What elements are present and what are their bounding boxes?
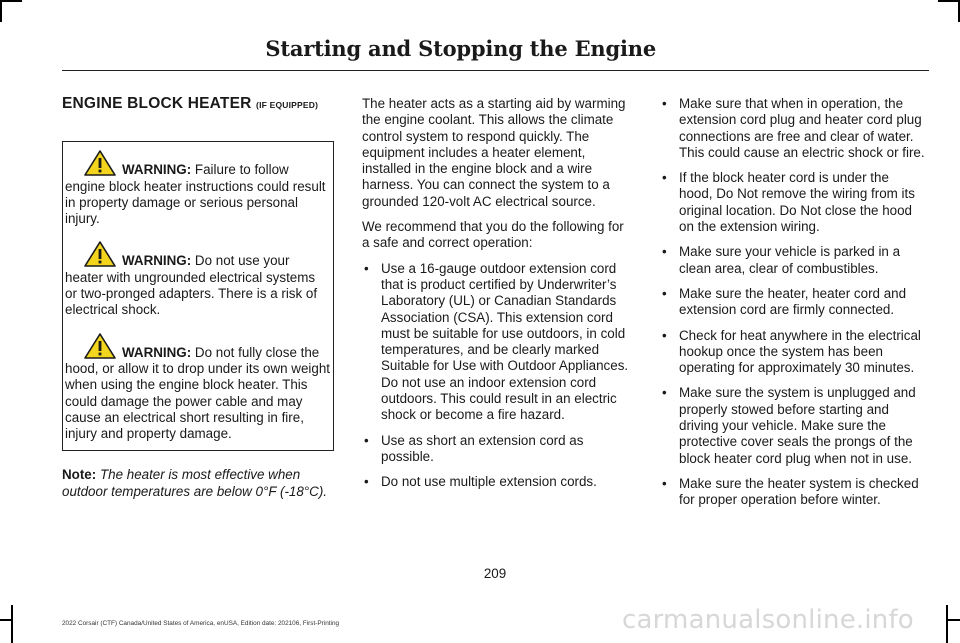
section-title-suffix: (IF EQUIPPED) <box>256 100 319 110</box>
note <box>62 467 334 500</box>
warning-block <box>65 241 330 318</box>
warning-block <box>65 150 330 227</box>
warning-label: WARNING: <box>122 344 192 360</box>
crop-mark <box>946 619 960 621</box>
warning-label: WARNING: <box>122 253 192 269</box>
crop-mark <box>0 0 2 22</box>
watermark-link[interactable]: carmanualsonline.info <box>622 605 914 635</box>
list-item: • Make sure your vehicle is parked in a clean area, clear of combustibles. <box>660 244 926 277</box>
warning-label: WARNING: <box>122 162 192 178</box>
crop-mark <box>0 619 12 621</box>
warning-triangle-icon <box>84 150 116 176</box>
section-title <box>62 96 334 113</box>
warning-box <box>62 141 334 451</box>
column-left <box>62 96 334 500</box>
warning-triangle-icon <box>84 241 116 267</box>
page-header-title: Starting and Stopping the Engine <box>265 36 656 61</box>
list-item: • Make sure the heater system is checked for proper operation before winter. <box>660 476 926 509</box>
column-middle <box>362 96 632 500</box>
crop-mark <box>946 605 948 643</box>
column-right <box>660 96 926 518</box>
paragraph: The heater acts as a starting aid by warming the engine coolant. This allows the climate control system to respond quickly. The equipment includes a heater element, installed in the engine block and a wire harness. You can connect the system to a grounded 120-volt AC electrical source. <box>362 96 626 209</box>
list-item: • Use as short an extension cord as possible. <box>362 433 632 466</box>
list-item: • Make sure the system is unplugged and properly stowed before starting and driving your vehicle. Make sure the protective cover seals the prongs of the block heater cord plug when not in use. <box>660 385 926 466</box>
crop-mark <box>11 605 13 643</box>
crop-mark <box>958 0 960 22</box>
warning-text: Failure to follow engine block heater instructions could result in property damage or serious personal injury. <box>65 162 326 227</box>
warning-block <box>65 333 330 443</box>
paragraph: We recommend that you do the following for a safe and correct operation: <box>362 219 624 251</box>
warning-text: Do not fully close the hood, or allow it to drop under its own weight when using the engine block heater. This could damage the power cable and may cause an electrical short resulting in fire, injury and property damage. <box>65 344 330 442</box>
header-divider <box>62 70 929 71</box>
list-item: • Make sure the heater, heater cord and extension cord are firmly connected. <box>660 286 926 319</box>
bullet-list <box>362 261 632 491</box>
bullet-list <box>660 96 926 509</box>
warning-text: Do not use your heater with ungrounded electrical systems or two-pronged adapters. There is a risk of electrical shock. <box>65 253 318 318</box>
list-item: • Do not use multiple extension cords. <box>362 474 632 490</box>
crop-mark <box>0 0 22 2</box>
list-item: • If the block heater cord is under the hood, Do Not remove the wiring from its original location. Do Not close the hood on the extension wiring. <box>660 170 926 235</box>
list-item: • Use a 16-gauge outdoor extension cord that is product certified by Underwriter’s Laboratory (UL) or Canadian Standards Association (CSA). This extension cord must be suitable for use outdoors, in cold temperatures, and be clearly marked Suitable for Use with Outdoor Appliances. Do not use an indoor extension cord outdoors. This could result in an electric shock or become a fire hazard. <box>362 261 632 424</box>
note-label: Note: <box>62 467 97 483</box>
note-text: The heater is most effective when outdoor temperatures are below 0°F (-18°C). <box>62 467 328 499</box>
footer-edition-text: 2022 Corsair (CTF) Canada/United States of America, enUSA, Edition date: 202106, First-Printing <box>62 620 340 627</box>
page-number: 209 <box>483 566 507 581</box>
list-item: • Make sure that when in operation, the extension cord plug and heater cord plug connections are free and clear of water. This could cause an electric shock or fire. <box>660 96 926 161</box>
list-item: • Check for heat anywhere in the electrical hookup once the system has been operating for approximately 30 minutes. <box>660 328 926 377</box>
warning-triangle-icon <box>84 333 116 359</box>
section-title-text: ENGINE BLOCK HEATER <box>62 95 252 112</box>
crop-mark <box>938 0 960 2</box>
